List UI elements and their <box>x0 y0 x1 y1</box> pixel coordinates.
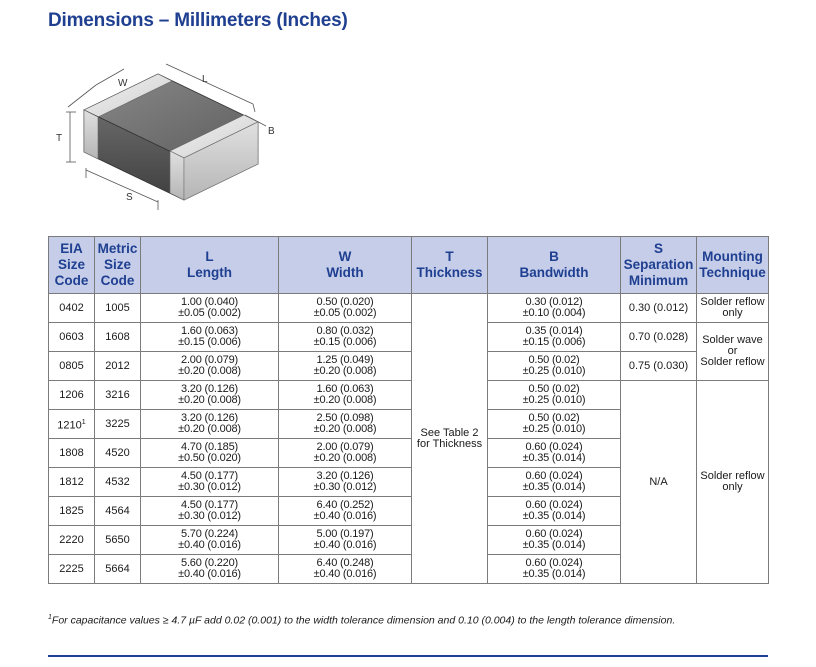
length-value: 4.50 (0.177) ±0.30 (0.012) <box>141 468 279 497</box>
length-value: 5.60 (0.220) ±0.40 (0.016) <box>141 555 279 584</box>
eia-code: 2225 <box>49 555 95 584</box>
width-value: 0.80 (0.032) ±0.15 (0.006) <box>279 323 412 352</box>
bandwidth-value: 0.60 (0.024) ±0.35 (0.014) <box>488 439 621 468</box>
length-value: 5.70 (0.224) ±0.40 (0.016) <box>141 526 279 555</box>
page-title: Dimensions – Millimeters (Inches) <box>48 10 348 31</box>
bottom-divider <box>48 655 768 657</box>
header-mounting: Mounting Technique <box>697 237 769 294</box>
width-value: 6.40 (0.248) ±0.40 (0.016) <box>279 555 412 584</box>
thickness-note: See Table 2 for Thickness <box>412 294 488 584</box>
width-value: 1.60 (0.063) ±0.20 (0.008) <box>279 381 412 410</box>
s-label: S <box>126 192 133 203</box>
header-eia: EIA Size Code <box>49 237 95 294</box>
header-length: L Length <box>141 237 279 294</box>
dimensions-table <box>48 236 769 584</box>
table-row <box>49 352 769 381</box>
separation-value: 0.30 (0.012) <box>621 294 697 323</box>
eia-code: 2220 <box>49 526 95 555</box>
mounting-value: Solder wave or Solder reflow <box>697 323 769 381</box>
width-value: 0.50 (0.020) ±0.05 (0.002) <box>279 294 412 323</box>
metric-code: 5664 <box>95 555 141 584</box>
bandwidth-value: 0.60 (0.024) ±0.35 (0.014) <box>488 555 621 584</box>
header-separation: S Separation Minimum <box>621 237 697 294</box>
mounting-value: Solder reflow only <box>697 381 769 584</box>
separation-value: 0.75 (0.030) <box>621 352 697 381</box>
bandwidth-value: 0.50 (0.02) ±0.25 (0.010) <box>488 381 621 410</box>
length-value: 1.60 (0.063) ±0.15 (0.006) <box>141 323 279 352</box>
eia-code: 1812 <box>49 468 95 497</box>
bandwidth-value: 0.35 (0.014) ±0.15 (0.006) <box>488 323 621 352</box>
bandwidth-value: 0.60 (0.024) ±0.35 (0.014) <box>488 497 621 526</box>
header-thickness: T Thickness <box>412 237 488 294</box>
bandwidth-value: 0.50 (0.02) ±0.25 (0.010) <box>488 352 621 381</box>
metric-code: 5650 <box>95 526 141 555</box>
mounting-value: Solder reflow only <box>697 294 769 323</box>
metric-code: 4564 <box>95 497 141 526</box>
metric-code: 4520 <box>95 439 141 468</box>
metric-code: 1608 <box>95 323 141 352</box>
width-value: 2.50 (0.098) ±0.20 (0.008) <box>279 410 412 439</box>
table-row <box>49 323 769 352</box>
separation-na: N/A <box>621 381 697 584</box>
eia-code: 1808 <box>49 439 95 468</box>
l-label: L <box>202 74 208 85</box>
bandwidth-value: 0.30 (0.012) ±0.10 (0.004) <box>488 294 621 323</box>
b-label: B <box>268 126 275 137</box>
metric-code: 1005 <box>95 294 141 323</box>
bandwidth-value: 0.60 (0.024) ±0.35 (0.014) <box>488 468 621 497</box>
length-value: 1.00 (0.040) ±0.05 (0.002) <box>141 294 279 323</box>
eia-code: 1206 <box>49 381 95 410</box>
header-metric: Metric Size Code <box>95 237 141 294</box>
metric-code: 4532 <box>95 468 141 497</box>
header-width: W Width <box>279 237 412 294</box>
length-value: 3.20 (0.126) ±0.20 (0.008) <box>141 381 279 410</box>
bandwidth-value: 0.50 (0.02) ±0.25 (0.010) <box>488 410 621 439</box>
separation-value: 0.70 (0.028) <box>621 323 697 352</box>
metric-code: 2012 <box>95 352 141 381</box>
metric-code: 3225 <box>95 410 141 439</box>
length-value: 4.50 (0.177) ±0.30 (0.012) <box>141 497 279 526</box>
header-bandwidth: B Bandwidth <box>488 237 621 294</box>
width-value: 6.40 (0.252) ±0.40 (0.016) <box>279 497 412 526</box>
footnote: $^1$For capacitance values ≥ 4.7 µF add 0.02 (0.001) to the width tolerance dimension and 0.10 (0.004) to the length tolerance dimension. <box>48 614 676 627</box>
bandwidth-value: 0.60 (0.024) ±0.35 (0.014) <box>488 526 621 555</box>
length-value: 3.20 (0.126) ±0.20 (0.008) <box>141 410 279 439</box>
length-value: 2.00 (0.079) ±0.20 (0.008) <box>141 352 279 381</box>
table-row <box>49 294 769 323</box>
w-label: W <box>118 78 128 89</box>
metric-code: 3216 <box>95 381 141 410</box>
width-value: 2.00 (0.079) ±0.20 (0.008) <box>279 439 412 468</box>
t-label: T <box>56 133 63 144</box>
eia-code: 1825 <box>49 497 95 526</box>
table-header-row <box>49 237 769 294</box>
chip-capacitor-diagram <box>48 52 298 222</box>
table-row <box>49 381 769 410</box>
width-value: 3.20 (0.126) ±0.30 (0.012) <box>279 468 412 497</box>
eia-code: 0603 <box>49 323 95 352</box>
eia-code: 0402 <box>49 294 95 323</box>
eia-code: 1210$^1$ <box>49 410 95 439</box>
length-value: 4.70 (0.185) ±0.50 (0.020) <box>141 439 279 468</box>
width-value: 5.00 (0.197) ±0.40 (0.016) <box>279 526 412 555</box>
eia-code: 0805 <box>49 352 95 381</box>
width-value: 1.25 (0.049) ±0.20 (0.008) <box>279 352 412 381</box>
